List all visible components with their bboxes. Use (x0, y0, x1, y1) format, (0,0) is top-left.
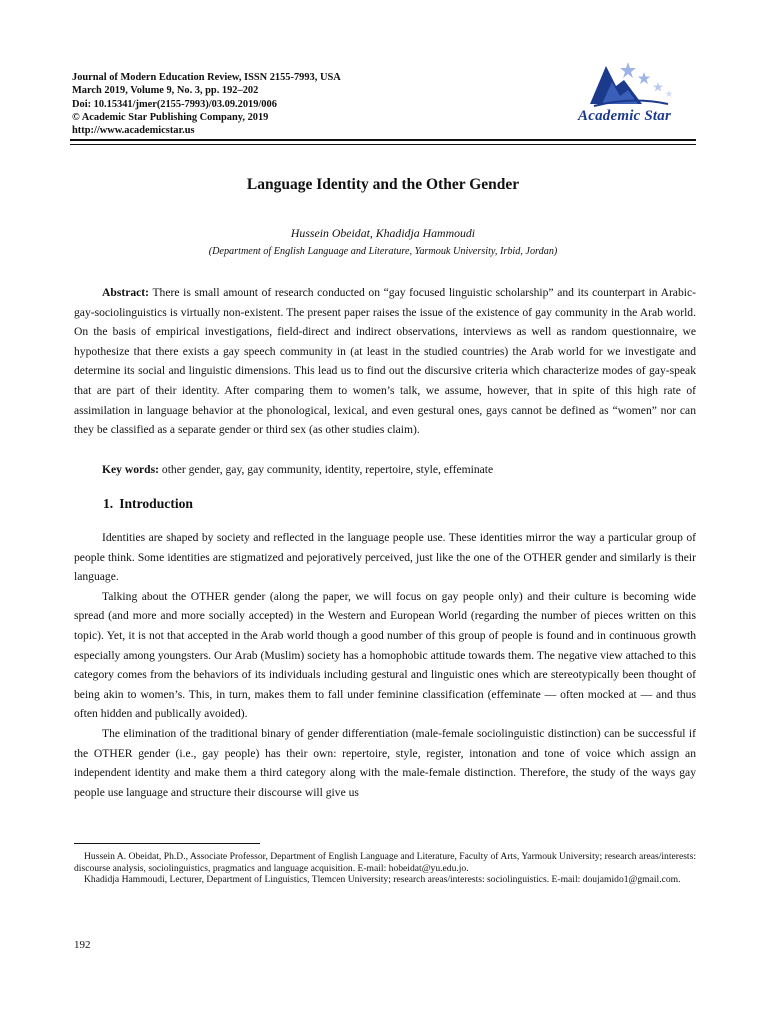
section-title: Introduction (119, 496, 193, 511)
footnote-separator (74, 843, 260, 844)
footnote: Hussein A. Obeidat, Ph.D., Associate Professor, Department of English Language and Literature, Faculty of Arts, Yarmouk University; research areas/interests: discourse analysis, sociolinguistics, pragmatics and language acquisition. E-mail: hobeidat@yu.edu.jo. (74, 851, 696, 874)
author-affiliation: (Department of English Language and Literature, Yarmouk University, Irbid, Jordan) (208, 246, 558, 257)
paragraph: Talking about the OTHER gender (along the paper, we will focus on gay people only) and their culture is becoming wide spread (and more and more socially accepted) in the Western and European World (regarding the number of pieces written on this topic). Yet, it is not that accepted in the Arab world though a good number of this group of people is found and in continuous growth especially among youngsters. Our Arab (Muslim) society has a homophobic attitude towards them. The negative view attached to this category comes from the behaviors of its individuals including gestural and linguistic ones which are stereotypically been thought of being akin to women’s. This, in turn, makes them to fall under feminine classification (effeminate — often mocked at — and thus often hidden and publically avoided). (74, 589, 696, 721)
journal-doi: Doi: 10.15341/jmer(2155-7993)/03.09.2019/006 (72, 98, 277, 110)
paragraph: Identities are shaped by society and reflected in the language people use. These identities mirror the way a particular group of people think. Some identities are stigmatized and pejoratively perceived, just like the one of the OTHER gender and similarly is their language. (74, 531, 696, 584)
journal-header (72, 71, 492, 137)
section-heading (103, 496, 193, 512)
section-number: 1. (103, 496, 114, 511)
journal-issue: March 2019, Volume 9, No. 3, pp. 192–202 (72, 85, 259, 97)
keywords-text: other gender, gay, gay community, identity, repertoire, style, effeminate (161, 463, 494, 476)
abstract-label: Abstract: (102, 286, 150, 299)
journal-url[interactable]: http://www.academicstar.us (72, 125, 195, 137)
paragraph: The elimination of the traditional binary of gender differentiation (male-female sociolinguistic distinction) can be successful if the OTHER gender (i.e., gay people) has their own: repertoire, style, register, intonation and tone of voice which assign an independent identity and make them a third category along with the male-female distinction. Therefore, the study of the ways gay people use language and structure their discourse will give us (74, 726, 696, 799)
abstract (74, 283, 696, 440)
body-text (74, 528, 696, 802)
paper-title: Language Identity and the Other Gender (246, 176, 520, 193)
header-rule-thick (70, 139, 696, 141)
journal-copyright: © Academic Star Publishing Company, 2019 (72, 111, 269, 123)
header-rule-thin (70, 144, 696, 145)
footnotes (74, 851, 696, 886)
keywords (102, 460, 696, 480)
keywords-label: Key words: (102, 463, 159, 476)
footnote: Khadidja Hammoudi, Lecturer, Department of Linguistics, Tlemcen University; research areas/interests: sociolinguistics. E-mail: doujamido1@gmail.com. (84, 874, 681, 886)
journal-citation: Journal of Modern Education Review, ISSN 2155-7993, USA (72, 72, 341, 83)
page-number: 192 (74, 939, 91, 951)
author-list: Hussein Obeidat, Khadidja Hammoudi (290, 226, 476, 240)
publisher-logo (572, 56, 702, 132)
abstract-text: There is small amount of research conducted on “gay focused linguistic scholarship” and its counterpart in Arabic-gay-sociolinguistics is virtually non-existent. The present paper raises the issue of the existence of gay community in the Arab world. On the basis of empirical investigations, field-direct and indirect observations, interviews as well as random questionnaire, we hypothesize that there exists a gay speech community in (at least in the studied countries) the Arab world for we investigate and determine its social and linguistic dimensions. This lead us to find out the discursive criteria which characterize modes of gay-speak that are part of their identity. After comparing them to women’s talk, we assume, however, that in spite of this high rate of assimilation in language behavior at the phonological, lexical, and even gestural ones, gays cannot be defined as “women” nor can they be classified as a separate gender or third sex (as other studies claim). (74, 286, 696, 437)
logo-wordmark: Academic Star (578, 108, 672, 124)
